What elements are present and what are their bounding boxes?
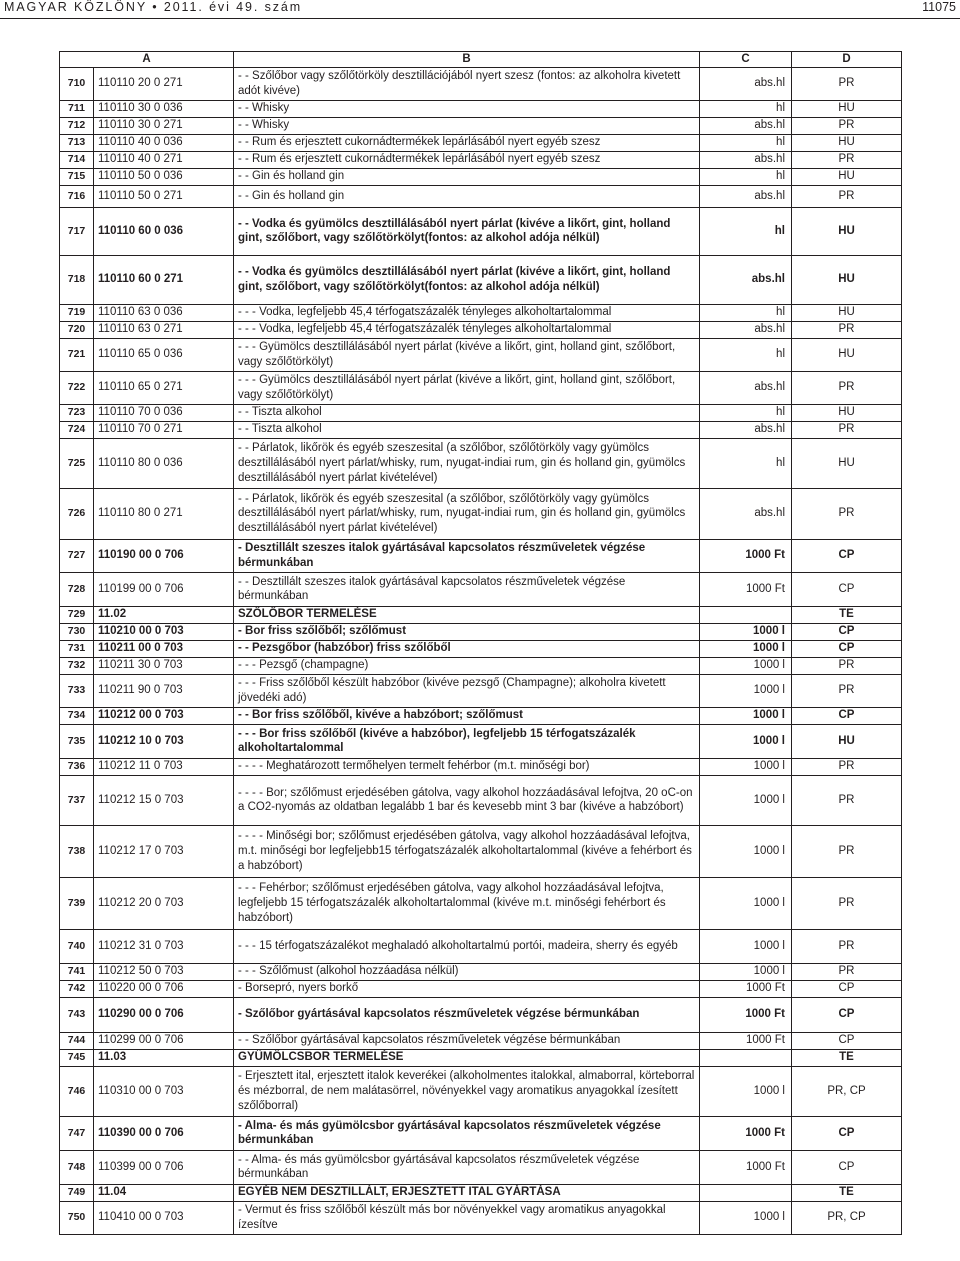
table-row (60, 775, 902, 825)
row-code: 110110 60 0 271 (94, 255, 234, 304)
row-code: 110220 00 0 706 (94, 980, 234, 997)
row-description: - - Alma- és más gyümölcsbor gyártásával kapcsolatos részműveletek végzése bérmunkában (234, 1150, 700, 1184)
row-unit: 1000 l (700, 929, 792, 963)
row-category: CP (792, 1150, 902, 1184)
row-code: 110410 00 0 703 (94, 1201, 234, 1234)
page-number: 11075 (922, 0, 956, 14)
table-row (60, 1150, 902, 1184)
row-description: - - Gin és holland gin (234, 185, 700, 207)
row-number: 712 (60, 117, 94, 134)
table-row (60, 371, 902, 404)
row-unit: abs.hl (700, 321, 792, 338)
row-number: 735 (60, 724, 94, 758)
column-header-b: B (234, 52, 700, 68)
row-category: HU (792, 438, 902, 488)
row-category: CP (792, 980, 902, 997)
row-unit: hl (700, 168, 792, 185)
row-number: 727 (60, 539, 94, 572)
row-code: 110210 00 0 703 (94, 623, 234, 640)
row-number: 739 (60, 877, 94, 929)
row-code: 110212 11 0 703 (94, 758, 234, 775)
table-row (60, 724, 902, 758)
row-code: 110190 00 0 706 (94, 539, 234, 572)
row-description: - - - Bor friss szőlőből (kivéve a habzóbor), legfeljebb 15 térfogatszázalék alkoholtartalommal (234, 724, 700, 758)
row-description: - Szőlőbor gyártásával kapcsolatos részműveletek végzése bérmunkában (234, 997, 700, 1032)
column-header-c: C (700, 52, 792, 68)
row-description: - - - Gyümölcs desztillálásából nyert párlat (kivéve a likőrt, gint, holland gint, szőlőbort, vagy szőlőtörkölyt) (234, 338, 700, 371)
row-category: PR (792, 67, 902, 100)
table-row (60, 338, 902, 371)
row-category: CP (792, 623, 902, 640)
row-unit: hl (700, 100, 792, 117)
row-code: 110110 63 0 036 (94, 304, 234, 321)
row-code: 110110 63 0 271 (94, 321, 234, 338)
row-category: HU (792, 100, 902, 117)
table-row (60, 255, 902, 304)
row-description: EGYÉB NEM DESZTILLÁLT, ERJESZTETT ITAL GYÁRTÁSA (234, 1184, 700, 1201)
row-unit (700, 1184, 792, 1201)
row-unit: 1000 l (700, 657, 792, 674)
row-category: CP (792, 1116, 902, 1150)
table-row (60, 825, 902, 877)
row-description: - - - - Meghatározott termőhelyen termelt fehérbor (m.t. minőségi bor) (234, 758, 700, 775)
row-code: 110212 20 0 703 (94, 877, 234, 929)
row-category: CP (792, 572, 902, 606)
table-row (60, 980, 902, 997)
row-number: 733 (60, 674, 94, 707)
column-header-a: A (60, 52, 234, 68)
row-description: - - Bor friss szőlőből, kivéve a habzóbort; szőlőmust (234, 707, 700, 724)
row-code: 110110 65 0 036 (94, 338, 234, 371)
row-code: 110399 00 0 706 (94, 1150, 234, 1184)
row-unit: abs.hl (700, 371, 792, 404)
row-unit: 1000 Ft (700, 572, 792, 606)
row-number: 738 (60, 825, 94, 877)
table-row (60, 707, 902, 724)
row-unit: hl (700, 338, 792, 371)
row-description: - Bor friss szőlőből; szőlőmust (234, 623, 700, 640)
row-description: - Desztillált szeszes italok gyártásával kapcsolatos részműveletek végzése bérmunkában (234, 539, 700, 572)
table-row (60, 168, 902, 185)
row-category: CP (792, 1032, 902, 1049)
row-number: 711 (60, 100, 94, 117)
row-code: 110110 40 0 271 (94, 151, 234, 168)
page-header (0, 0, 960, 16)
row-unit: abs.hl (700, 421, 792, 438)
row-number: 724 (60, 421, 94, 438)
row-category: PR (792, 151, 902, 168)
row-number: 715 (60, 168, 94, 185)
row-category: PR (792, 657, 902, 674)
row-description: - - Párlatok, likőrök és egyéb szeszesital (a szőlőbor, szőlőtörköly vagy gyümölcs desztillálásából nyert párlat/whisky, rum, nyugat-indiai rum, gin és holland gin, gyümölcs desztillálásából nyert párlat kivételével) (234, 438, 700, 488)
row-unit: 1000 Ft (700, 980, 792, 997)
table-row (60, 997, 902, 1032)
row-category: PR (792, 321, 902, 338)
row-number: 741 (60, 963, 94, 980)
row-unit: 1000 Ft (700, 1150, 792, 1184)
table-row (60, 539, 902, 572)
row-category: PR, CP (792, 1066, 902, 1116)
row-unit: 1000 l (700, 877, 792, 929)
header-divider (0, 18, 960, 19)
row-code: 110110 80 0 271 (94, 488, 234, 539)
row-description: - - - Vodka, legfeljebb 45,4 térfogatszázalék tényleges alkoholtartalommal (234, 321, 700, 338)
table-row (60, 674, 902, 707)
row-description: - - - 15 térfogatszázalékot meghaladó alkoholtartalmú portói, madeira, sherry és egyéb (234, 929, 700, 963)
table-row (60, 758, 902, 775)
row-unit: abs.hl (700, 67, 792, 100)
journal-title: MAGYAR KÖZLÖNY • 2011. évi 49. szám (4, 0, 303, 14)
row-number: 734 (60, 707, 94, 724)
table-header-row (60, 52, 902, 68)
table-row (60, 438, 902, 488)
row-number: 723 (60, 404, 94, 421)
row-category: PR, CP (792, 1201, 902, 1234)
row-code: 110110 60 0 036 (94, 207, 234, 255)
table-row (60, 877, 902, 929)
row-unit: hl (700, 207, 792, 255)
table-row (60, 117, 902, 134)
row-unit: abs.hl (700, 255, 792, 304)
row-code: 11.03 (94, 1049, 234, 1066)
row-category: HU (792, 134, 902, 151)
row-code: 110110 70 0 036 (94, 404, 234, 421)
row-unit (700, 1049, 792, 1066)
row-description: SZŐLŐBOR TERMELÉSE (234, 606, 700, 623)
row-category: HU (792, 168, 902, 185)
row-description: - - - - Bor; szőlőmust erjedésében gátolva, vagy alkohol hozzáadásával lefojtva, 20 oC-on a CO2-nyomás az oldatban legalább 1 bar és kevesebb mint 3 bar (kivéve a habzóbort) (234, 775, 700, 825)
row-description: - - Whisky (234, 100, 700, 117)
row-unit: 1000 l (700, 758, 792, 775)
table-row (60, 1184, 902, 1201)
row-code: 110110 65 0 271 (94, 371, 234, 404)
row-category: PR (792, 758, 902, 775)
column-header-d: D (792, 52, 902, 68)
row-code: 110110 20 0 271 (94, 67, 234, 100)
table-row (60, 67, 902, 100)
row-unit: abs.hl (700, 117, 792, 134)
row-unit: 1000 l (700, 724, 792, 758)
row-unit: 1000 Ft (700, 997, 792, 1032)
row-category: HU (792, 404, 902, 421)
row-code: 110211 00 0 703 (94, 640, 234, 657)
row-category: PR (792, 674, 902, 707)
row-number: 728 (60, 572, 94, 606)
row-category: HU (792, 207, 902, 255)
row-number: 750 (60, 1201, 94, 1234)
row-number: 721 (60, 338, 94, 371)
table-row (60, 304, 902, 321)
row-code: 11.04 (94, 1184, 234, 1201)
row-number: 714 (60, 151, 94, 168)
row-number: 749 (60, 1184, 94, 1201)
table-row (60, 185, 902, 207)
row-code: 110110 30 0 271 (94, 117, 234, 134)
row-description: - Vermut és friss szőlőből készült más bor növényekkel vagy aromatikus anyagokkal ízesítve (234, 1201, 700, 1234)
row-category: PR (792, 825, 902, 877)
row-code: 110110 70 0 271 (94, 421, 234, 438)
row-code: 110299 00 0 706 (94, 1032, 234, 1049)
row-description: - - - Gyümölcs desztillálásából nyert párlat (kivéve a likőrt, gint, holland gint, szőlőbort, vagy szőlőtörkölyt) (234, 371, 700, 404)
row-code: 110211 90 0 703 (94, 674, 234, 707)
row-number: 730 (60, 623, 94, 640)
row-description: - Erjesztett ital, erjesztett italok keverékei (alkoholmentes italokkal, almaborral, körteborral és mézborral, de nem malátasörrel, növényekkel vagy aromatikus anyagokkal ízesített szőlőborral) (234, 1066, 700, 1116)
table-row (60, 134, 902, 151)
table-row (60, 963, 902, 980)
row-code: 110212 50 0 703 (94, 963, 234, 980)
table-row (60, 1201, 902, 1234)
row-code: 110110 50 0 036 (94, 168, 234, 185)
row-code: 110212 00 0 703 (94, 707, 234, 724)
row-description: - - - Pezsgő (champagne) (234, 657, 700, 674)
row-category: CP (792, 707, 902, 724)
row-category: PR (792, 117, 902, 134)
table-row (60, 207, 902, 255)
row-description: - Alma- és más gyümölcsbor gyártásával kapcsolatos részműveletek végzése bérmunkában (234, 1116, 700, 1150)
row-number: 731 (60, 640, 94, 657)
table-row (60, 1049, 902, 1066)
row-number: 722 (60, 371, 94, 404)
row-description: - - Rum és erjesztett cukornádtermékek lepárlásából nyert egyéb szesz (234, 151, 700, 168)
row-unit: abs.hl (700, 185, 792, 207)
row-category: TE (792, 1184, 902, 1201)
row-description: - - Szőlőbor gyártásával kapcsolatos részműveletek végzése bérmunkában (234, 1032, 700, 1049)
row-unit: 1000 l (700, 623, 792, 640)
row-code: 110212 31 0 703 (94, 929, 234, 963)
row-category: PR (792, 488, 902, 539)
table-row (60, 929, 902, 963)
row-category: HU (792, 304, 902, 321)
row-description: - - Szőlőbor vagy szőlőtörköly desztillációjából nyert szesz (fontos: az alkoholra kivetett adót kivéve) (234, 67, 700, 100)
row-description: - - Tiszta alkohol (234, 404, 700, 421)
row-number: 745 (60, 1049, 94, 1066)
row-category: PR (792, 421, 902, 438)
row-number: 736 (60, 758, 94, 775)
row-number: 737 (60, 775, 94, 825)
row-unit (700, 606, 792, 623)
row-unit: abs.hl (700, 488, 792, 539)
table-row (60, 640, 902, 657)
row-description: - - Tiszta alkohol (234, 421, 700, 438)
row-unit: 1000 Ft (700, 1116, 792, 1150)
row-number: 717 (60, 207, 94, 255)
row-number: 746 (60, 1066, 94, 1116)
row-number: 713 (60, 134, 94, 151)
table-row (60, 151, 902, 168)
row-number: 744 (60, 1032, 94, 1049)
row-code: 110310 00 0 703 (94, 1066, 234, 1116)
row-description: - - Vodka és gyümölcs desztillálásából nyert párlat (kivéve a likőrt, gint, holland gint, szőlőbort, vagy szőlőtörkölyt(fontos: az alkohol adója nélkül) (234, 255, 700, 304)
table-row (60, 321, 902, 338)
row-description: - - - - Minőségi bor; szőlőmust erjedésében gátolva, vagy alkohol hozzáadásával lefojtva, m.t. minőségi bor legfeljebb15 térfogatszázalék alkoholtartalommal (kivéve a fehérbort és a habzóbort) (234, 825, 700, 877)
row-description: - - Rum és erjesztett cukornádtermékek lepárlásából nyert egyéb szesz (234, 134, 700, 151)
row-category: PR (792, 775, 902, 825)
table-row (60, 1032, 902, 1049)
row-number: 726 (60, 488, 94, 539)
row-description: - Borsepró, nyers borkő (234, 980, 700, 997)
row-category: PR (792, 371, 902, 404)
row-number: 742 (60, 980, 94, 997)
row-number: 732 (60, 657, 94, 674)
table-row (60, 1116, 902, 1150)
row-unit: hl (700, 438, 792, 488)
row-unit: 1000 Ft (700, 1032, 792, 1049)
table-row (60, 404, 902, 421)
row-category: PR (792, 185, 902, 207)
row-number: 740 (60, 929, 94, 963)
product-code-table (59, 51, 902, 1235)
row-code: 110212 15 0 703 (94, 775, 234, 825)
row-code: 110211 30 0 703 (94, 657, 234, 674)
row-unit: 1000 l (700, 825, 792, 877)
row-unit: 1000 l (700, 707, 792, 724)
row-unit: 1000 l (700, 1066, 792, 1116)
row-number: 743 (60, 997, 94, 1032)
row-number: 747 (60, 1116, 94, 1150)
row-description: - - Vodka és gyümölcs desztillálásából nyert párlat (kivéve a likőrt, gint, holland gint, szőlőbort, vagy szőlőtörkölyt(fontos: az alkohol adója nélkül) (234, 207, 700, 255)
row-unit: hl (700, 304, 792, 321)
row-description: - - - Fehérbor; szőlőmust erjedésében gátolva, vagy alkohol hozzáadásával lefojtva, legfeljebb 15 térfogatszázalék alkoholtartalommal (kivéve m.t. minőségi fehérbort és habzóbort) (234, 877, 700, 929)
row-description: - - Párlatok, likőrök és egyéb szeszesital (a szőlőbor, szőlőtörköly vagy gyümölcs desztillálásából nyert párlat/whisky, rum, nyugat-indiai rum, gin és holland gin, gyümölcs desztillálásából nyert párlat kivételével) (234, 488, 700, 539)
row-category: HU (792, 724, 902, 758)
row-code: 110110 30 0 036 (94, 100, 234, 117)
table-row (60, 623, 902, 640)
table-row (60, 606, 902, 623)
row-unit: 1000 Ft (700, 539, 792, 572)
row-code: 110212 10 0 703 (94, 724, 234, 758)
row-unit: abs.hl (700, 151, 792, 168)
row-category: CP (792, 539, 902, 572)
row-code: 11.02 (94, 606, 234, 623)
row-unit: 1000 l (700, 1201, 792, 1234)
row-description: - - - Friss szőlőből készült habzóbor (kivéve pezsgő (Champagne); alkoholra kivetett jövedéki adó) (234, 674, 700, 707)
row-code: 110290 00 0 706 (94, 997, 234, 1032)
table-row (60, 100, 902, 117)
row-unit: 1000 l (700, 640, 792, 657)
row-description: - - Pezsgőbor (habzóbor) friss szőlőből (234, 640, 700, 657)
row-category: CP (792, 997, 902, 1032)
row-description: - - Desztillált szeszes italok gyártásával kapcsolatos részműveletek végzése bérmunkában (234, 572, 700, 606)
row-number: 719 (60, 304, 94, 321)
row-category: PR (792, 929, 902, 963)
row-description: - - Whisky (234, 117, 700, 134)
table-row (60, 488, 902, 539)
row-category: PR (792, 963, 902, 980)
row-code: 110390 00 0 706 (94, 1116, 234, 1150)
row-number: 710 (60, 67, 94, 100)
row-number: 729 (60, 606, 94, 623)
table-row (60, 657, 902, 674)
table-row (60, 572, 902, 606)
row-category: TE (792, 606, 902, 623)
row-category: TE (792, 1049, 902, 1066)
row-number: 716 (60, 185, 94, 207)
table-row (60, 421, 902, 438)
row-number: 718 (60, 255, 94, 304)
row-category: HU (792, 338, 902, 371)
row-category: PR (792, 877, 902, 929)
row-code: 110110 40 0 036 (94, 134, 234, 151)
row-code: 110110 80 0 036 (94, 438, 234, 488)
row-unit: 1000 l (700, 775, 792, 825)
row-description: GYÜMÖLCSBOR TERMELÉSE (234, 1049, 700, 1066)
row-code: 110199 00 0 706 (94, 572, 234, 606)
row-description: - - - Szőlőmust (alkohol hozzáadása nélkül) (234, 963, 700, 980)
row-unit: 1000 l (700, 963, 792, 980)
row-unit: hl (700, 404, 792, 421)
row-description: - - - Vodka, legfeljebb 45,4 térfogatszázalék tényleges alkoholtartalommal (234, 304, 700, 321)
row-code: 110110 50 0 271 (94, 185, 234, 207)
row-category: HU (792, 255, 902, 304)
row-category: CP (792, 640, 902, 657)
row-number: 748 (60, 1150, 94, 1184)
row-code: 110212 17 0 703 (94, 825, 234, 877)
row-description: - - Gin és holland gin (234, 168, 700, 185)
table-row (60, 1066, 902, 1116)
row-unit: hl (700, 134, 792, 151)
row-number: 725 (60, 438, 94, 488)
row-unit: 1000 l (700, 674, 792, 707)
row-number: 720 (60, 321, 94, 338)
